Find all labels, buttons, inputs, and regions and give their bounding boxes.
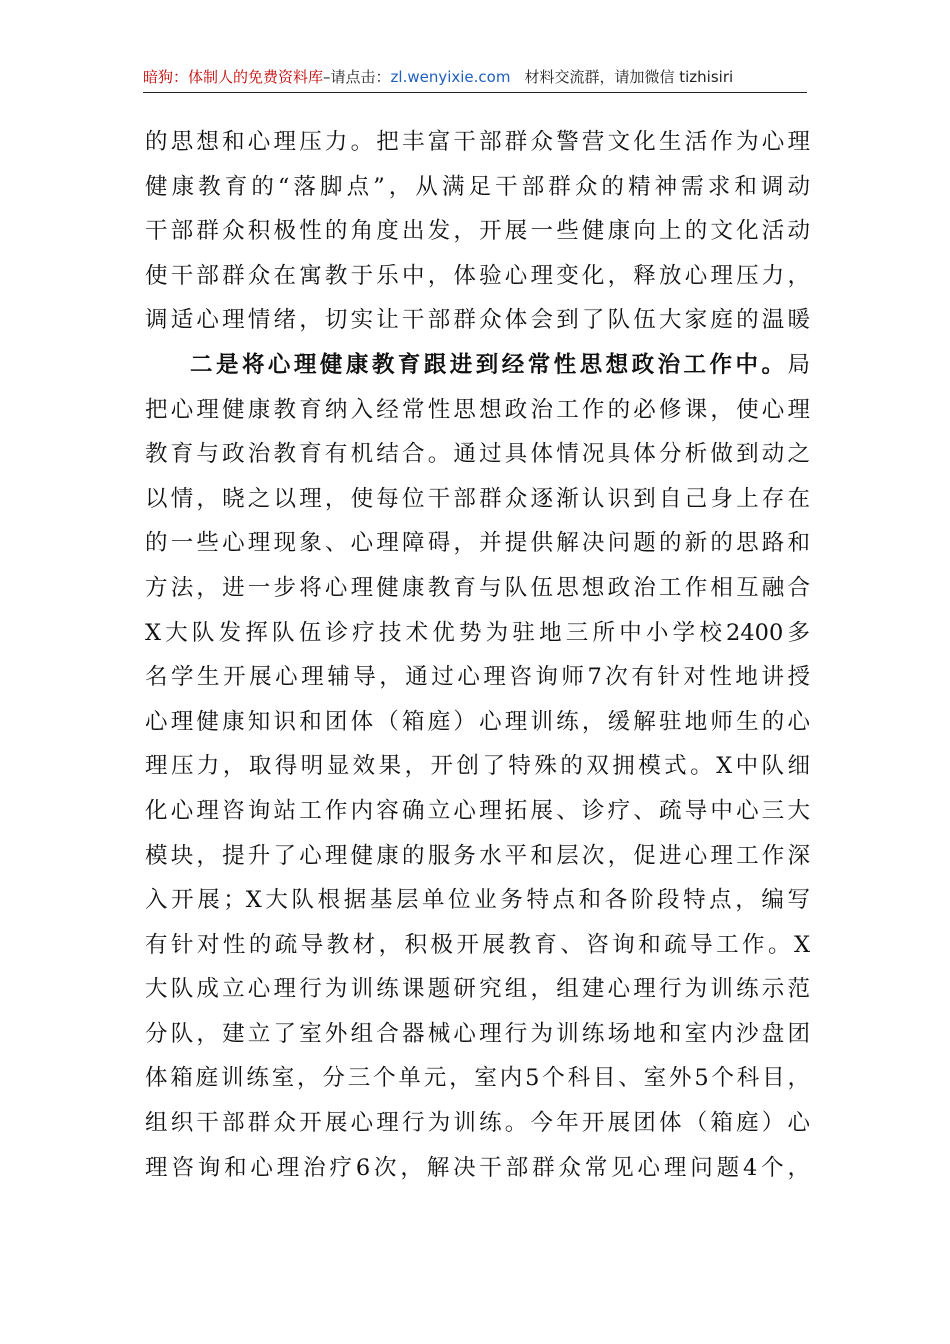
- paragraph-line: 大队成立心理行为训练课题研究组，组建心理行为训练示范: [145, 976, 810, 1003]
- header-prompt: –请点击：: [323, 68, 391, 86]
- paragraph-line: 体箱庭训练室，分三个单元，室内5个科目、室外5个科目，: [145, 1065, 810, 1092]
- page-header: [143, 62, 807, 93]
- paragraph-line: 化心理咨询站工作内容确立心理拓展、诊疗、疏导中心三大: [145, 797, 810, 824]
- paragraph-line: 教育与政治教育有机结合。通过具体情况具体分析做到动之: [145, 441, 810, 468]
- paragraph-line: 方法，进一步将心理健康教育与队伍思想政治工作相互融合: [145, 574, 810, 601]
- section-heading-tail: 局: [787, 351, 810, 378]
- section-heading: 二是将心理健康教育跟进到经常性思想政治工作中。: [190, 351, 788, 378]
- document-body: [145, 120, 810, 1190]
- paragraph-line: 理压力，取得明显效果，开创了特殊的双拥模式。X中队细: [145, 753, 810, 780]
- paragraph-line: 分队，建立了室外组合器械心理行为训练场地和室内沙盘团: [145, 1020, 810, 1047]
- paragraph-line: 心理健康知识和团体（箱庭）心理训练，缓解驻地师生的心: [145, 708, 810, 735]
- section-heading-line: [145, 343, 810, 388]
- header-contact: 材料交流群，请加微信 tizhisiri: [524, 68, 734, 86]
- paragraph-line: 入开展；X大队根据基层单位业务特点和各阶段特点，编写: [145, 887, 810, 914]
- paragraph-line: 调适心理情绪，切实让干部群众体会到了队伍大家庭的温暖: [145, 307, 810, 334]
- paragraph-line: 有针对性的疏导教材，积极开展教育、咨询和疏导工作。X: [145, 931, 810, 958]
- paragraph-line: 的一些心理现象、心理障碍，并提供解决问题的新的思路和: [145, 530, 810, 557]
- paragraph-line: 理咨询和心理治疗6次，解决干部群众常见心理问题4个，: [145, 1154, 810, 1181]
- paragraph-line: 模块，提升了心理健康的服务水平和层次，促进心理工作深: [145, 842, 810, 869]
- paragraph-line: 健康教育的“落脚点”，从满足干部群众的精神需求和调动: [145, 173, 810, 200]
- paragraph-line: 把心理健康教育纳入经常性思想政治工作的必修课，使心理: [145, 396, 810, 423]
- header-url-link[interactable]: zl.wenyixie.com: [390, 68, 511, 86]
- paragraph-line: 的思想和心理压力。把丰富干部群众警营文化生活作为心理: [145, 129, 810, 155]
- paragraph-line: 名学生开展心理辅导，通过心理咨询师7次有针对性地讲授: [145, 664, 810, 691]
- paragraph-line: 组织干部群众开展心理行为训练。今年开展团体（箱庭）心: [145, 1110, 810, 1137]
- header-brand: 暗狗：体制人的免费资料库: [143, 68, 324, 86]
- paragraph-line: 以情，晓之以理，使每位干部群众逐渐认识到自己身上存在: [145, 485, 810, 512]
- paragraph-line: 使干部群众在寓教于乐中，体验心理变化，释放心理压力，: [145, 262, 810, 289]
- paragraph-line: 干部群众积极性的角度出发，开展一些健康向上的文化活动: [145, 218, 810, 245]
- paragraph-line: X大队发挥队伍诊疗技术优势为驻地三所中小学校2400多: [145, 619, 810, 646]
